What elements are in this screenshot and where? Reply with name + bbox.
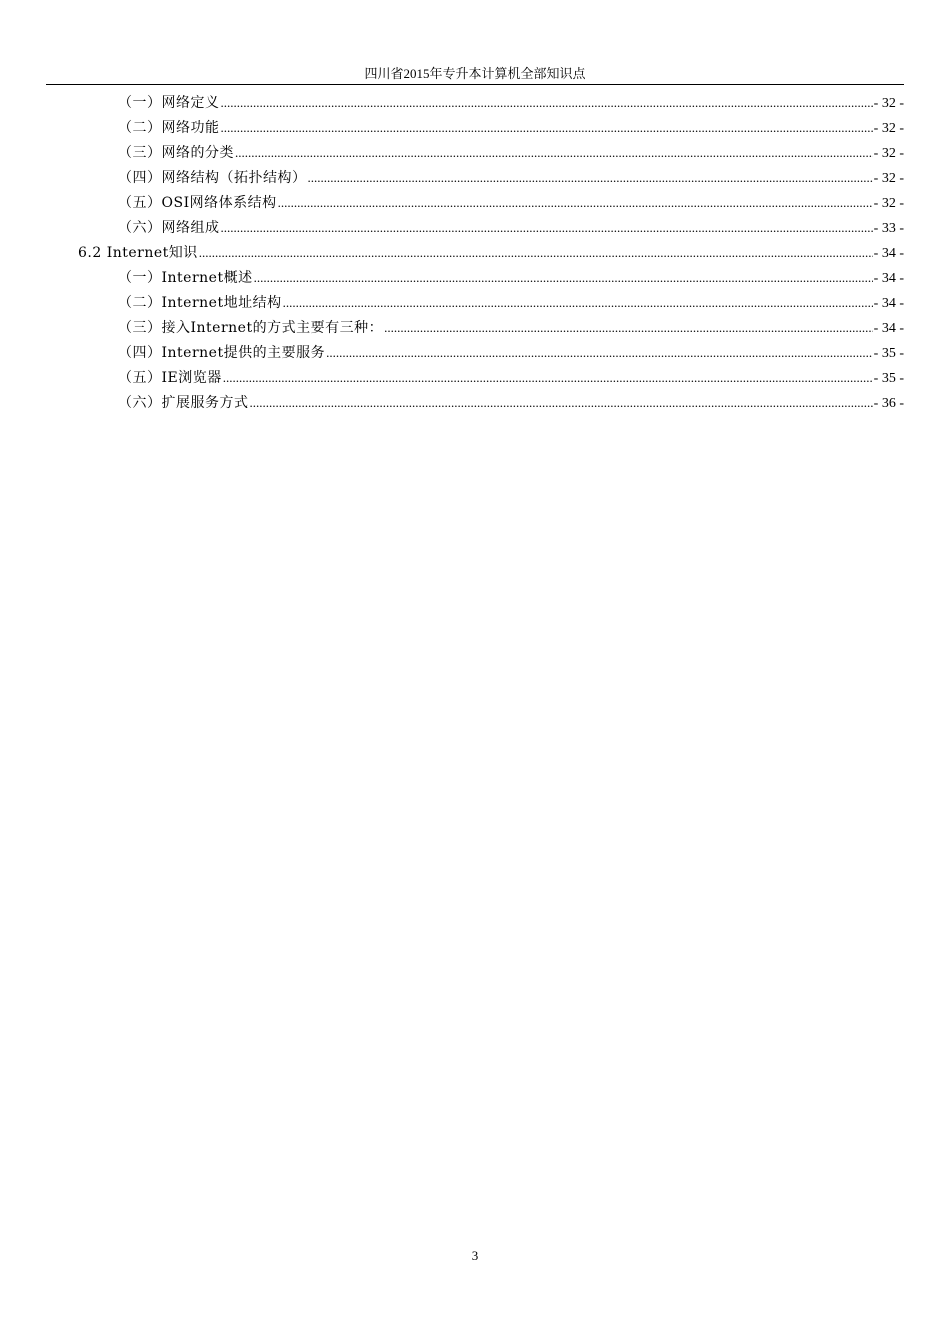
toc-entry[interactable] (118, 90, 904, 115)
toc-leader-dots (199, 240, 873, 265)
toc-leader-dots (250, 390, 873, 415)
toc-entry-label: （三）接入Internet的方式主要有三种： (118, 320, 384, 336)
toc-entry-page: - 32 - (873, 121, 904, 136)
toc-entry-label: （三）网络的分类 (118, 145, 234, 161)
toc-leader-dots (283, 290, 873, 315)
toc-leader-dots (221, 90, 873, 115)
toc-entry-label: （一）网络定义 (118, 95, 220, 111)
toc-entry[interactable] (118, 190, 904, 215)
toc-leader-dots (326, 340, 873, 365)
toc-entry[interactable] (118, 265, 904, 290)
toc-entry-section[interactable] (78, 240, 904, 265)
toc-entry-label: （六）扩展服务方式 (118, 395, 249, 411)
toc-leader-dots (384, 315, 873, 340)
toc-entry[interactable] (118, 340, 904, 365)
toc-entry[interactable] (118, 390, 904, 415)
toc-entry-label: 6.2 Internet知识 (78, 245, 198, 261)
toc-entry-page: - 32 - (873, 96, 904, 111)
toc-entry[interactable] (118, 215, 904, 240)
toc-entry-label: （二）Internet地址结构 (118, 295, 282, 311)
toc-entry-page: - 34 - (873, 271, 904, 286)
toc-entry[interactable] (118, 140, 904, 165)
toc-leader-dots (221, 215, 873, 240)
toc-entry-page: - 32 - (873, 146, 904, 161)
page-footer (0, 1248, 950, 1264)
header-title: 四川省2015年专升本计算机全部知识点 (364, 66, 586, 81)
toc-leader-dots (278, 190, 873, 215)
toc-entry-label: （四）网络结构（拓扑结构） (118, 170, 307, 186)
toc-entry[interactable] (118, 315, 904, 340)
page-header (46, 65, 904, 85)
toc-leader-dots (221, 115, 873, 140)
toc-entry-page: - 32 - (873, 196, 904, 211)
toc-entry-page: - 34 - (873, 246, 904, 261)
toc-entry-label: （五）OSI网络体系结构 (118, 195, 277, 211)
toc-entry[interactable] (118, 290, 904, 315)
toc-entry-label: （一）Internet概述 (118, 270, 253, 286)
toc-entry-page: - 35 - (873, 371, 904, 386)
toc-entry-page: - 33 - (873, 221, 904, 236)
toc-entry-label: （四）Internet提供的主要服务 (118, 345, 326, 361)
toc-entry-label: （五）IE浏览器 (118, 370, 222, 386)
toc-entry-page: - 34 - (873, 296, 904, 311)
toc-entry-page: - 34 - (873, 321, 904, 336)
toc-leader-dots (235, 140, 873, 165)
toc-entry-label: （六）网络组成 (118, 220, 220, 236)
toc-entry[interactable] (118, 115, 904, 140)
toc-entry-page: - 35 - (873, 346, 904, 361)
toc-entry-page: - 32 - (873, 171, 904, 186)
toc-entry[interactable] (118, 365, 904, 390)
toc-leader-dots (223, 365, 873, 390)
page-number: 3 (471, 1248, 479, 1263)
toc-entry-label: （二）网络功能 (118, 120, 220, 136)
toc-leader-dots (254, 265, 873, 290)
toc-leader-dots (308, 165, 873, 190)
toc-entry[interactable] (118, 165, 904, 190)
toc-entry-page: - 36 - (873, 396, 904, 411)
